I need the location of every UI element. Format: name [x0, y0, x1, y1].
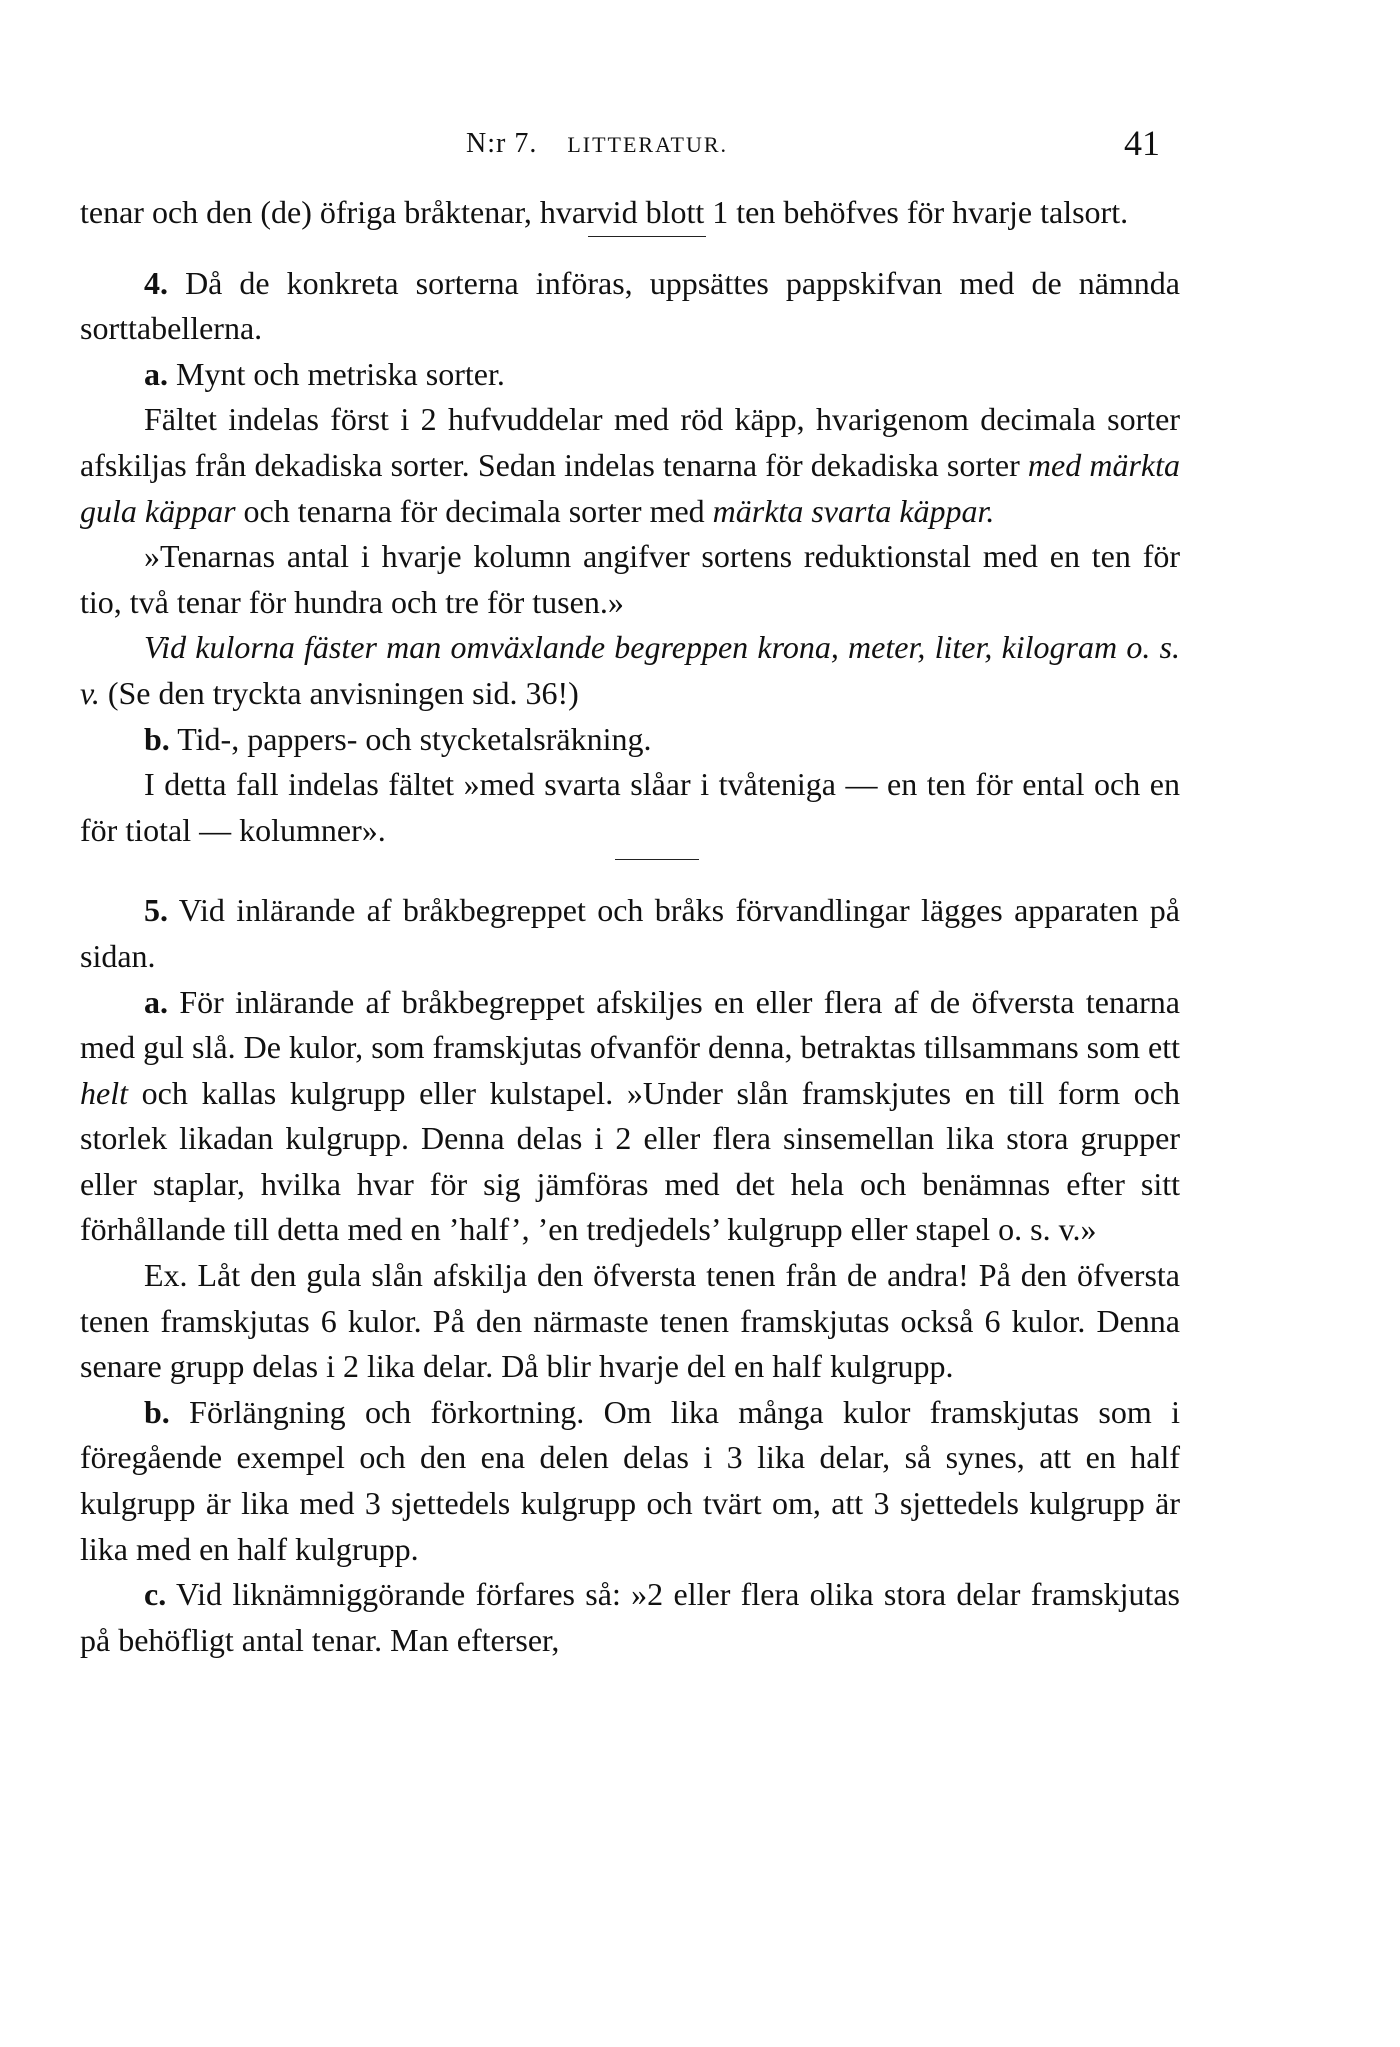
- running-head: [466, 128, 728, 160]
- subsection-label: a.: [144, 983, 168, 1020]
- paragraph-subsection-b: [80, 717, 1180, 763]
- paragraph-common-denominator: [80, 1572, 1180, 1663]
- paragraph-quote-reduction: [80, 534, 1180, 625]
- body-text: [80, 190, 1180, 1663]
- paragraph-text: och tenarna för decimala sorter med: [235, 492, 713, 529]
- section-divider: [615, 859, 699, 860]
- paragraph-subsection-a: [80, 352, 1180, 398]
- paragraph-text: För inlärande af bråkbegreppet afskiljes en eller flera af de öfversta tenarna med gul slå. De kulor, som framskjutas ofvanför denna, betraktas tillsammans som ett: [80, 983, 1181, 1066]
- paragraph-text: tenar och den (de) öfriga bråktenar, hvarvid blott 1 ten behöfves för hvarje talsort.: [80, 194, 1129, 230]
- paragraph-text: Fältet indelas först i 2 hufvuddelar med röd käpp, hvarigenom decimala sorter afskiljas från dekadiska sorter. Sedan indelas tenarna för dekadiska sorter: [80, 401, 1180, 483]
- paragraph-text: Förlängning och förkortning. Om lika många kulor framskjutas som i föregående exempel och den ena delen delas i 3 lika delar, så synes, att en half kulgrupp är lika med 3 sjettedels kulgrupp och tvärt om, att 3 sjettedels kulgrupp är lika med en half kulgrupp.: [80, 1393, 1181, 1567]
- paragraph-text: Ex. Låt den gula slån afskilja den öfversta tenen från de andra! På den öfversta tenen framskjutas 6 kulor. På den närmaste tenen framskjutas också 6 kulor. Denna senare grupp delas i 2 lika delar. Då blir hvarje del en half kulgrupp.: [80, 1257, 1180, 1385]
- paragraph-text: Vid inlärande af bråkbegreppet och bråks förvandlingar lägges apparaten på sidan.: [80, 892, 1180, 974]
- subsection-label: c.: [144, 1576, 167, 1613]
- emphasis-text: helt: [80, 1074, 128, 1111]
- emphasis-text: med märkta gula käppar: [80, 446, 1181, 529]
- paragraph-text: I detta fall indelas fältet »med svarta slåar i tvåteniga — en ten för ental och en för tiotal — kolumner».: [80, 766, 1180, 848]
- paragraph-text: och kallas kulgrupp eller kulstapel. »Under slån framskjutes en till form och storlek likadan kulgrupp. Denna delas i 2 eller flera sinsemellan lika stora grupper eller staplar, hvilka hvar för sig jämföras med det hela och benämnas efter sitt förhållande till detta med en ’half’, ’en tredjedels’ kulgrupp eller stapel o. s. v.»: [80, 1074, 1180, 1248]
- paragraph-field-division: [80, 397, 1180, 534]
- paragraph-continuation: [80, 190, 1180, 236]
- emphasis-text: Vid kulorna fäster man omväxlande begreppen krona, meter, liter, kilogram o. s. v.: [80, 629, 1180, 711]
- paragraph-section-4: [80, 261, 1180, 352]
- emphasis-text: märkta svarta käppar.: [712, 492, 995, 529]
- paragraph-example: [80, 1253, 1180, 1390]
- subsection-label: b.: [144, 1393, 170, 1430]
- section-divider: [588, 236, 706, 237]
- subsection-label: a.: [144, 355, 168, 392]
- paragraph-text: Vid liknämniggörande förfares så: »2 eller flera olika stora delar framskjutas på behöfligt antal tenar. Man efterser,: [80, 1576, 1181, 1658]
- paragraph-text: Då de konkreta sorterna införas, uppsättes pappskifvan med de nämnda sorttabellerna.: [80, 264, 1181, 347]
- page-number: 41: [1124, 123, 1160, 163]
- section-title: LITTERATUR.: [567, 132, 729, 157]
- paragraph-text: Mynt och metriska sorter.: [176, 355, 505, 392]
- section-label: 5.: [144, 892, 168, 929]
- paragraph-field-columns: [80, 762, 1180, 853]
- issue-number: N:r 7.: [466, 128, 538, 159]
- section-label: 4.: [144, 264, 168, 301]
- paragraph-text: Tid-, pappers- och stycketalsräkning.: [177, 720, 652, 757]
- page-header: [0, 123, 1400, 168]
- subsection-label: b.: [144, 720, 170, 757]
- paragraph-text: (Se den tryckta anvisningen sid. 36!): [99, 674, 579, 711]
- paragraph-section-5: [80, 888, 1180, 979]
- paragraph-extension: [80, 1390, 1180, 1572]
- spacer: [80, 249, 1180, 261]
- paragraph-text: »Tenarnas antal i hvarje kolumn angifver sortens reduktionstal med en ten för tio, två tenar för hundra och tre för tusen.»: [80, 538, 1180, 620]
- paragraph-fraction-concept: [80, 980, 1180, 1254]
- paragraph-beads-units: [80, 625, 1180, 716]
